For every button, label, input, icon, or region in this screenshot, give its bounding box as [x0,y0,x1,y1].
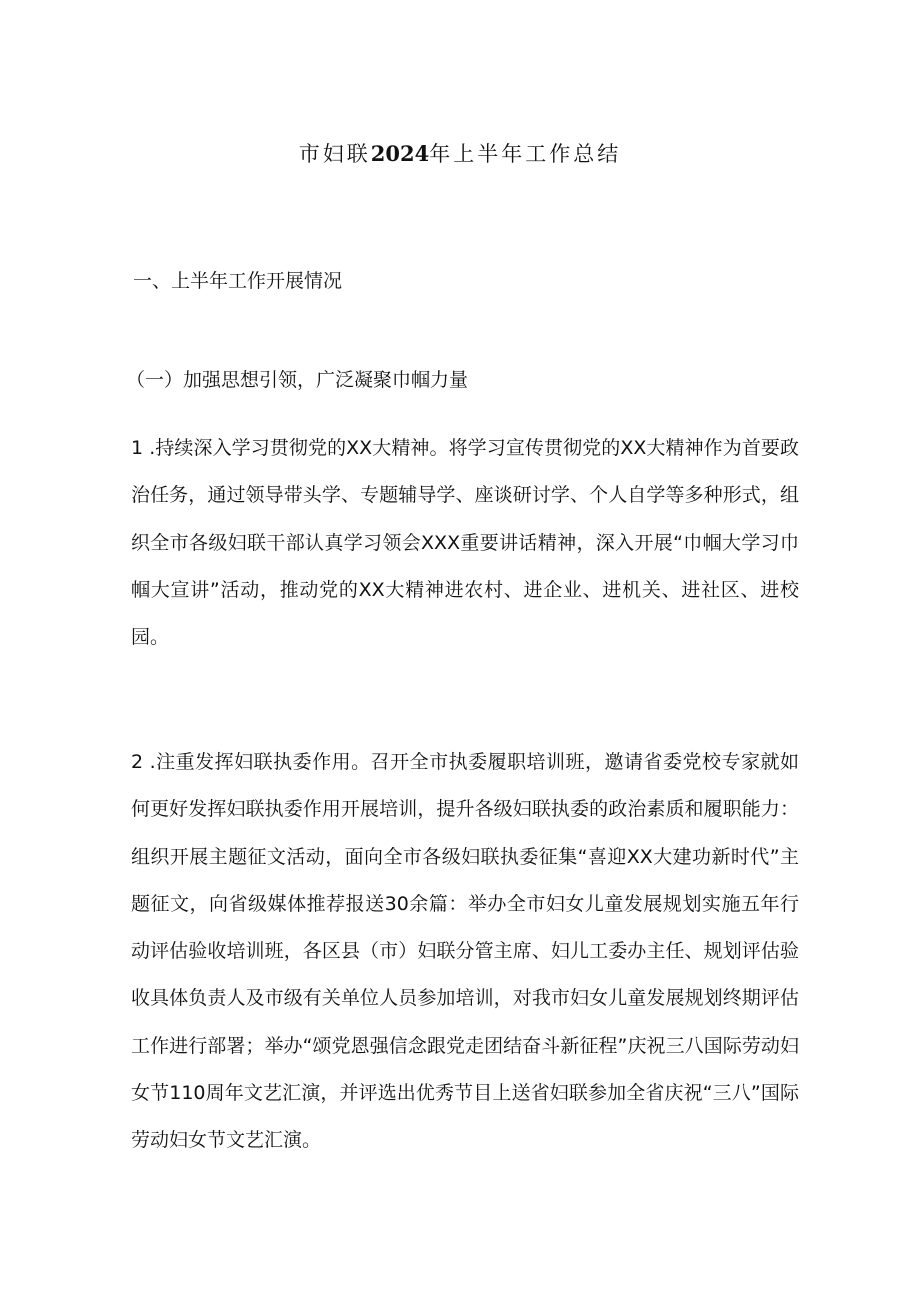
paragraph-1: 1 .持续深入学习贯彻党的XX大精神。将学习宣传贯彻党的XX大精神作为首要政治任务，通过领导带头学、专题辅导学、座谈研讨学、个人自学等多种形式，组织全市各级妇联干部认真学习领会XXX重要讲话精神，深入开展“巾帼大学习巾帼大宣讲”活动，推动党的XX大精神进农村、进企业、进机关、进社区、进校园。 [131,437,799,649]
section-heading: 一、上半年工作开展情况 [133,270,343,292]
paragraph-2: 2 .注重发挥妇联执委作用。召开全市执委履职培训班，邀请省委党校专家就如何更好发挥妇联执委作用开展培训，提升各级妇联执委的政治素质和履职能力：组织开展主题征文活动，面向全市各级妇联执委征集“喜迎XX大建功新时代”主题征文，向省级媒体推荐报送30余篇：举办全市妇女儿童发展规划实施五年行动评估验收培训班，各区县（市）妇联分管主席、妇儿工委办主任、规划评估验收具体负责人及市级有关单位人员参加培训，对我市妇女儿童发展规划终期评估工作进行部署；举办“颂党恩强信念跟党走团结奋斗新征程”庆祝三八国际劳动妇女节110周年文艺汇演，并评选出优秀节目上送省妇联参加全省庆祝“三八”国际劳动妇女节文艺汇演。 [131,751,799,1152]
title-prefix: 市妇联 [298,142,371,166]
document-title [0,138,920,168]
title-suffix: 年上半年工作总结 [429,142,622,166]
subsection-heading: （一）加强思想引领，广泛凝聚巾帼力量 [126,369,469,391]
title-year: 2024 [370,141,430,166]
